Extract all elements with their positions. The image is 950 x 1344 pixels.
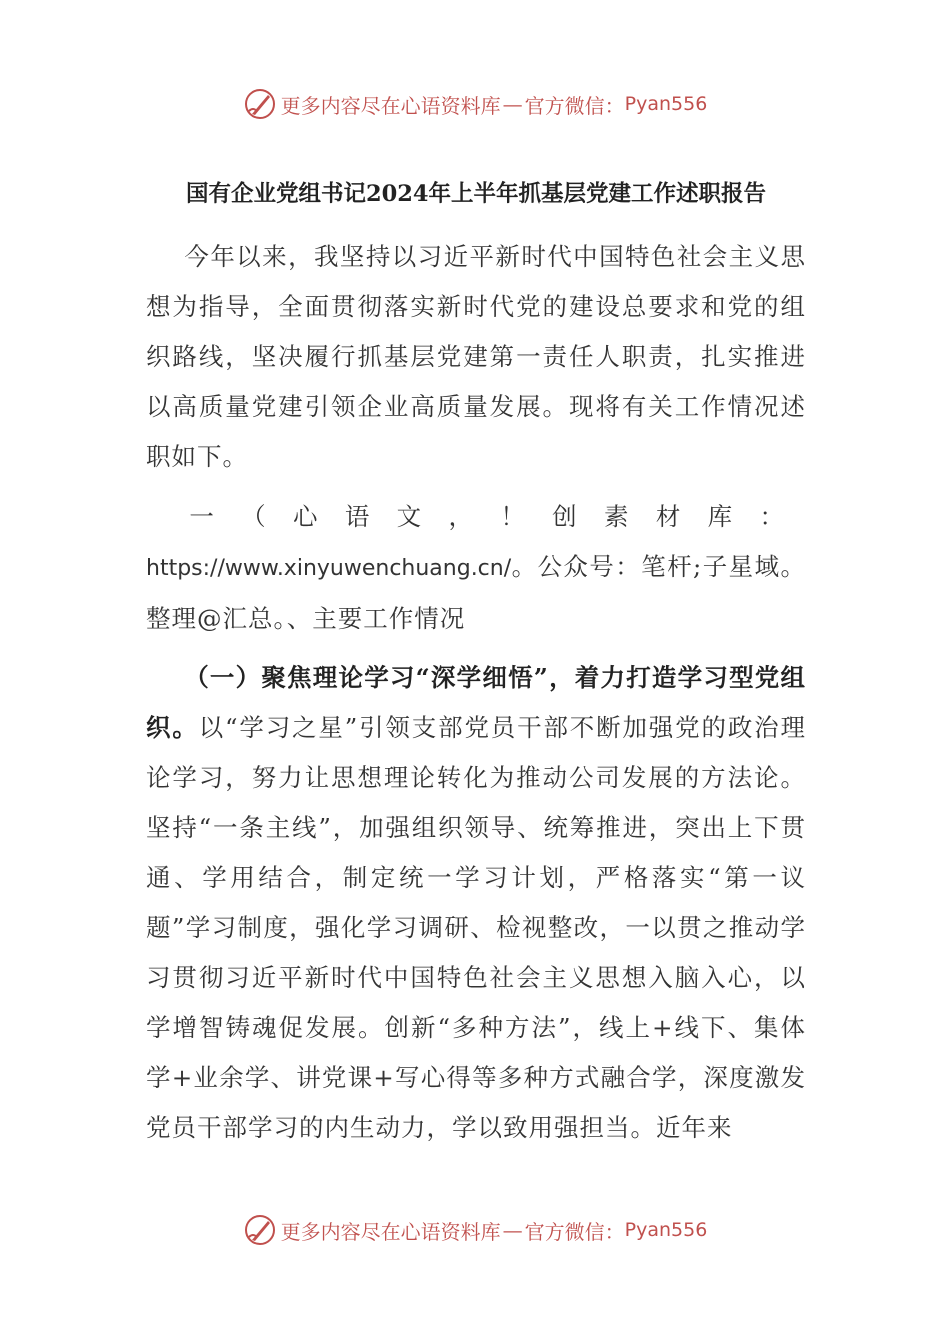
subsection-heading: （一）聚焦理论学习“深学细悟”，着力打造学习型党组织。 xyxy=(146,663,806,742)
header-banner xyxy=(0,86,950,122)
quill-logo-icon xyxy=(243,1213,277,1247)
banner-wechat-id: Pyan556 xyxy=(624,93,708,115)
banner-wechat-id: Pyan556 xyxy=(624,1219,708,1241)
paragraph2-prefix: 一（心语文，！创素材库： xyxy=(184,502,806,531)
document-title: 国有企业党组书记2024年上半年抓基层党建工作述职报告 xyxy=(185,181,767,207)
paragraph2-suffix: 。公众号：笔杆;子星域。整理@汇总。、主要工作情况 xyxy=(146,552,806,633)
banner-dash: — xyxy=(502,1218,523,1242)
watermark-url: https://www.xinyuwenchuang.cn/ xyxy=(146,556,512,581)
paragraph-intro-text: 今年以来，我坚持以习近平新时代中国特色社会主义思想为指导，全面贯彻落实新时代党的建设总要求和党的组织路线，坚决履行抓基层党建第一责任人职责，扎实推进以高质量党建引领企业高质量发展。现将有关工作情况述职如下。 xyxy=(146,242,806,471)
paragraph-section-heading xyxy=(146,492,806,644)
paragraph-theory-study-text: 以“学习之星”引领支部党员干部不断加强党的政治理论学习，努力让思想理论转化为推动公司发展的方法论。坚持“一条主线”，加强组织领导、统筹推进，突出上下贯通、学用结合，制定统一学习计划，严格落实“第一议题”学习制度，强化学习调研、检视整改，一以贯之推动学习贯彻习近平新时代中国特色社会主义思想入脑入心，以学增智铸魂促发展。创新“多种方法”，线上+线下、集体学+业余学、讲党课+写心得等多种方式融合学，深度激发党员干部学习的内生动力，学以致用强担当。近年来 xyxy=(146,713,806,1142)
paragraph-theory-study xyxy=(146,653,806,1153)
paragraph-intro xyxy=(146,232,806,482)
banner-official-label: 官方微信： xyxy=(524,1219,625,1244)
banner-main-text: 更多内容尽在心语资料库 xyxy=(280,93,501,118)
banner-dash: — xyxy=(502,92,523,116)
banner-official-label: 官方微信： xyxy=(524,93,625,118)
banner-main-text: 更多内容尽在心语资料库 xyxy=(280,1219,501,1244)
footer-banner xyxy=(0,1212,950,1248)
quill-logo-icon xyxy=(243,87,277,121)
